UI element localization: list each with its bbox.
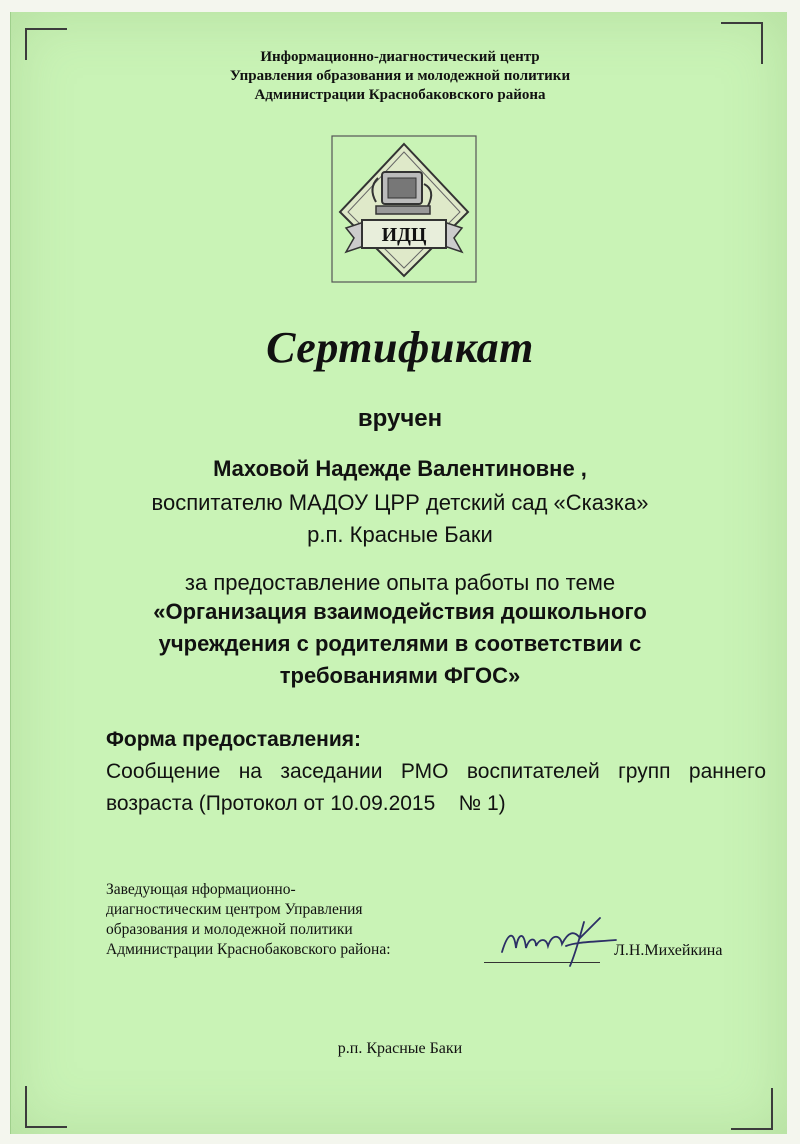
issuer-header — [150, 48, 650, 105]
logo-emblem-icon — [324, 128, 484, 290]
handwritten-signature-icon — [496, 912, 626, 968]
corner-mark-bottom-right — [731, 1088, 773, 1130]
topic-line-2: учреждения с родителями в соответствии с — [158, 631, 642, 656]
award-reason: за предоставление опыта работы по теме — [184, 570, 616, 595]
form-description — [106, 756, 766, 820]
signer-line-2: диагностическим центром Управления — [106, 901, 363, 918]
corner-mark-top-right — [721, 22, 763, 64]
issuer-line-2: Управления образования и молодежной политики — [229, 68, 571, 84]
topic-line-1: «Организация взаимодействия дошкольного — [153, 599, 647, 624]
issuer-line-3: Администрации Краснобаковского района — [254, 87, 546, 103]
form-label: Форма предоставления: — [106, 728, 362, 751]
recipient-place: р.п. Красные Баки — [307, 522, 493, 547]
topic-line-3: требованиями ФГОС» — [279, 663, 521, 688]
recipient-position: воспитателю МАДОУ ЦРР детский сад «Сказка» — [151, 490, 649, 515]
corner-mark-top-left — [25, 28, 67, 60]
signer-name: Л.Н.Михейкина — [614, 942, 723, 959]
form-line-1: Сообщение на заседании РМО воспитателей групп раннего — [106, 760, 766, 783]
certificate-title: Сертификат — [266, 323, 534, 372]
signer-line-1: Заведующая нформационно- — [106, 881, 296, 898]
form-line-2: возраста (Протокол от 10.09.2015 № 1) — [106, 792, 506, 815]
logo-text: ИДЦ — [381, 224, 427, 246]
corner-mark-bottom-left — [25, 1086, 67, 1128]
topic-title — [120, 596, 680, 692]
signer-line-4: Администрации Краснобаковского района: — [106, 941, 391, 958]
recipient-name: Маховой Надежде Валентиновне , — [213, 456, 587, 481]
issuer-line-1: Информационно-диагностический центр — [260, 49, 540, 65]
signer-line-3: образования и молодежной политики — [106, 921, 353, 938]
footer-place: р.п. Красные Баки — [337, 1040, 463, 1057]
idc-logo — [324, 128, 484, 290]
signer-title — [106, 880, 506, 960]
awarded-label: вручен — [357, 405, 443, 432]
